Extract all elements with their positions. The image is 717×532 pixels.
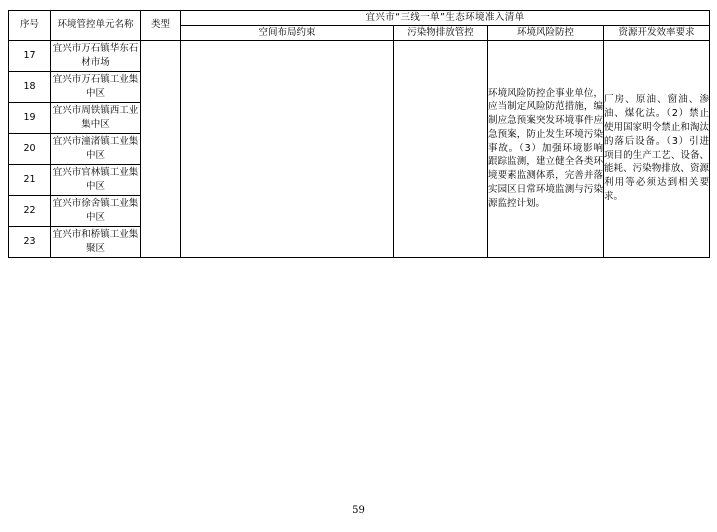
row-unit-name: 宜兴市潼渚镇工业集中区 (51, 133, 141, 164)
row-index: 18 (9, 71, 51, 102)
row-index: 22 (9, 195, 51, 226)
header-unit-name: 环境管控单元名称 (51, 11, 141, 41)
row-unit-name: 宜兴市和桥镇工业集聚区 (51, 226, 141, 257)
cell-resource-efficiency: 厂房、原油、窗油、渗油、煤化法。（2）禁止使用国家明令禁止和淘汰的落后设备。（3）引进项目的生产工艺、设备、能耗、污染物排放、资源利用等必须达到相关要求。 (604, 40, 710, 257)
row-unit-name: 宜兴市官林镇工业集中区 (51, 164, 141, 195)
row-index: 19 (9, 102, 51, 133)
table-row (9, 40, 710, 71)
cell-environmental-risk: 环境风险防控企事业单位，应当制定风险防范措施，编制应急预案突发环境事件应急预案，防止发生环境污染事故。（3）加强环境影响跟踪监测，建立健全各类环境要素监测体系，完善并落实园区日常环境监测与污染源监控计划。 (488, 40, 604, 257)
table-title: 宜兴市“三线一单”生态环境准入清单 (181, 11, 710, 26)
row-unit-name: 宜兴市徐舍镇工业集中区 (51, 195, 141, 226)
header-resource-efficiency: 资源开发效率要求 (604, 25, 710, 40)
cell-category (141, 40, 181, 257)
header-pollutant-control: 污染物排放管控 (394, 25, 488, 40)
page-number: 59 (352, 505, 365, 516)
row-unit-name: 宜兴市万石镇工业集中区 (51, 71, 141, 102)
cell-spatial-layout (181, 40, 394, 257)
table-title-row (9, 11, 710, 26)
row-unit-name: 宜兴市万石镇华东石材市场 (51, 40, 141, 71)
cell-pollutant-control (394, 40, 488, 257)
row-index: 21 (9, 164, 51, 195)
eco-access-list-table (8, 10, 710, 258)
header-category: 类型 (141, 11, 181, 41)
header-index: 序号 (9, 11, 51, 41)
row-index: 23 (9, 226, 51, 257)
header-environmental-risk: 环境风险防控 (488, 25, 604, 40)
row-index: 20 (9, 133, 51, 164)
row-unit-name: 宜兴市周铁镇西工业集中区 (51, 102, 141, 133)
header-spatial-layout: 空间布局约束 (181, 25, 394, 40)
row-index: 17 (9, 40, 51, 71)
